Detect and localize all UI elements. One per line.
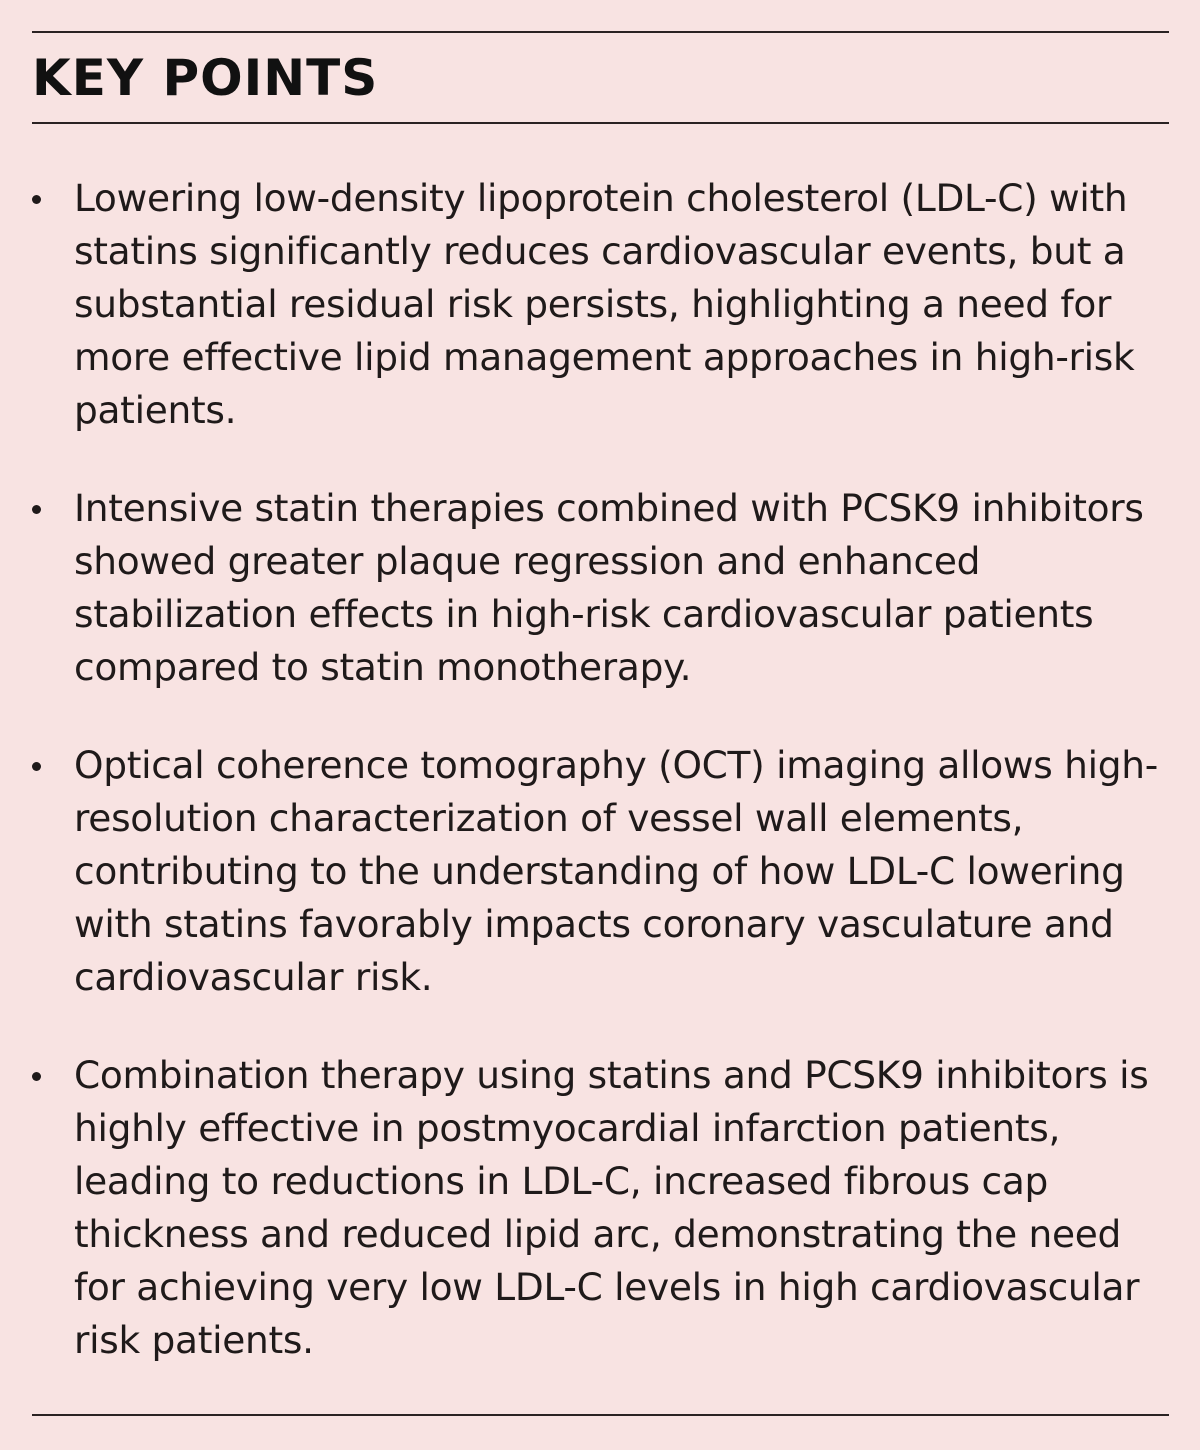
key-point-text: Optical coherence tomography (OCT) imaging allows high-resolution characterization of vessel wall elements, contributing to the understanding of how LDL-C lowering with statins favorably impacts coronary vasculature and cardiovascular risk. bbox=[74, 743, 1158, 999]
key-points-list bbox=[32, 172, 1172, 1412]
key-point-text: Lowering low-density lipoprotein cholesterol (LDL-C) with statins significantly reduces cardiovascular events, but a substantial residual risk persists, highlighting a need for more effective lipid management approaches in high-risk patients. bbox=[74, 176, 1135, 432]
top-rule bbox=[32, 31, 1169, 33]
key-points-heading: KEY POINTS bbox=[32, 49, 379, 107]
bullet-icon bbox=[32, 1072, 41, 1081]
key-point-text: Combination therapy using statins and PCSK9 inhibitors is highly effective in postmyocardial infarction patients, leading to reductions in LDL-C, increased fibrous cap thickness and reduced lipid arc, demonstrating the need for achieving very low LDL-C levels in high cardiovascular risk patients. bbox=[74, 1053, 1149, 1362]
key-point-text: Intensive statin therapies combined with PCSK9 inhibitors showed greater plaque regression and enhanced stabilization effects in high-risk cardiovascular patients compared to statin monotherapy. bbox=[74, 486, 1144, 689]
bullet-icon bbox=[32, 505, 41, 514]
heading-underline-rule bbox=[32, 122, 1169, 124]
bottom-rule bbox=[32, 1414, 1169, 1416]
key-point-item bbox=[32, 1049, 1172, 1367]
key-point-item bbox=[32, 172, 1172, 437]
key-point-item bbox=[32, 739, 1172, 1004]
key-point-item bbox=[32, 482, 1172, 694]
bullet-icon bbox=[32, 195, 41, 204]
bullet-icon bbox=[32, 762, 41, 771]
